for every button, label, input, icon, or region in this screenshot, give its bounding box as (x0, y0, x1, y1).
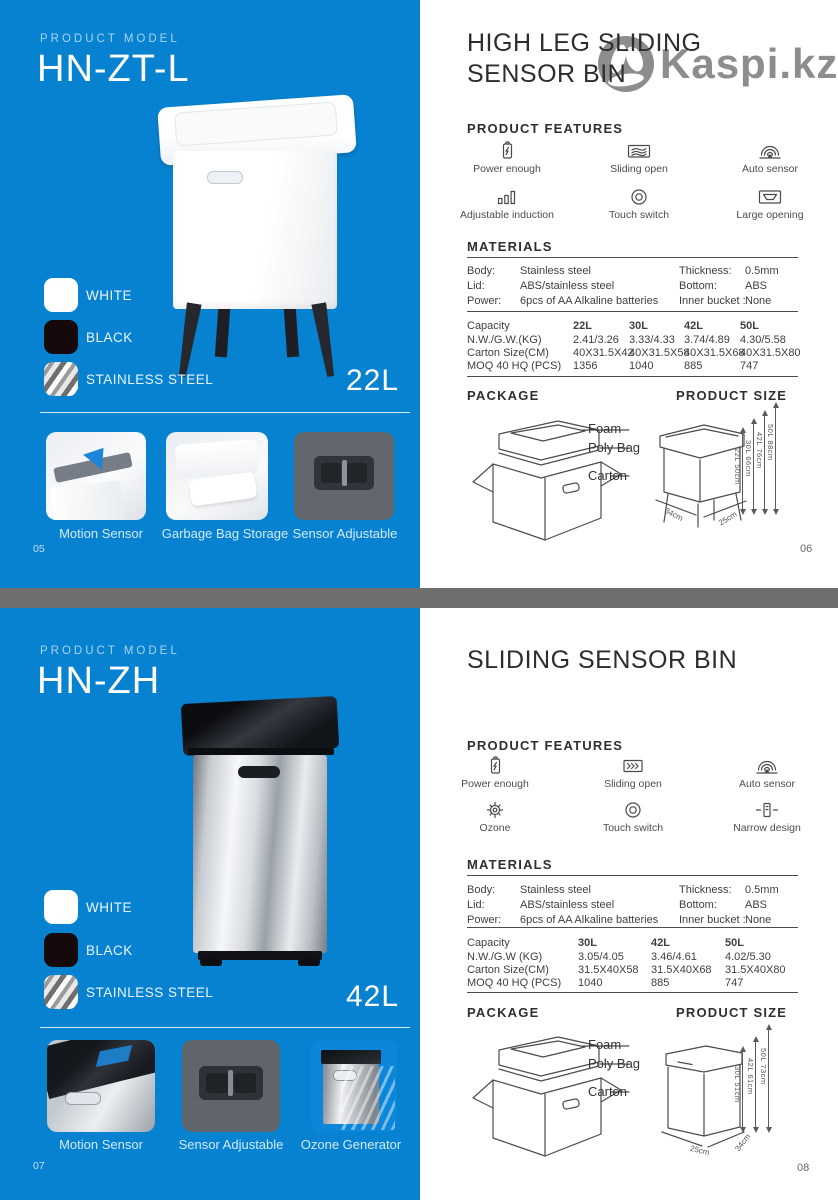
materials-heading: MATERIALS (467, 239, 553, 254)
materials-key: Lid: (467, 899, 485, 911)
feature-label: Auto sensor (741, 163, 799, 175)
spec-cell: 885 (651, 977, 670, 989)
thumb-sensor-adjustable (182, 1040, 280, 1132)
spec-cell: 42L (651, 937, 670, 949)
page-bottom-left-overlay (0, 608, 420, 1200)
thumb-bin-front (50, 480, 124, 520)
page-number: 07 (33, 1160, 45, 1172)
feature-label: Sliding open (610, 163, 668, 175)
spec-row-label: Carton Size(CM) (467, 347, 549, 359)
dim-label: 50L 73cm (759, 1048, 768, 1085)
base-dim-label: 25cm (689, 1143, 711, 1158)
spec-cell: 747 (725, 977, 744, 989)
materials-value: Stainless steel (520, 884, 591, 896)
spec-cell: 2.41/3.26 (573, 334, 619, 346)
spec-cell: 40X31.5X42 (573, 347, 634, 359)
spec-cell: 3.05/4.05 (578, 951, 624, 963)
thumb-caption: Garbage Bag Storage (161, 526, 289, 541)
dim-line-42l (764, 413, 765, 512)
spec-cell: 42L (684, 320, 703, 332)
materials-value: ABS/stainless steel (520, 899, 615, 911)
spec-cell: 1040 (578, 977, 603, 989)
materials-key: Body: (467, 265, 496, 277)
thumb-sensor-tab (206, 1073, 228, 1093)
thumb-caption: Motion Sensor (59, 526, 143, 541)
swatch-black-label: BLACK (86, 330, 133, 345)
spec-cell: 1040 (629, 360, 654, 372)
materials-heading: MATERIALS (467, 857, 553, 872)
materials-value: 6pcs of AA Alkaline batteries (520, 295, 659, 307)
spec-cell: 40X31.5X68 (684, 347, 745, 359)
page-number: 05 (33, 543, 45, 555)
feature-label: Power enough (461, 778, 529, 790)
bin-body (173, 151, 337, 309)
dim-label: 22L 50cm (733, 448, 742, 485)
spec-cell: 747 (740, 360, 759, 372)
dim-line-50l (775, 405, 776, 512)
thumb-garbage-bag-storage (166, 432, 268, 520)
spec-cell: 40X31.5X80 (740, 347, 801, 359)
feature-label: Touch switch (608, 209, 670, 221)
package-label-polybag: Poly Bag (588, 440, 641, 455)
package-heading: PACKAGE (467, 1005, 540, 1020)
thumb-motion-sensor (47, 1040, 155, 1132)
thumb-sensor-pill (65, 1092, 101, 1105)
page-top-left (0, 0, 420, 588)
materials-key: Inner bucket : (679, 914, 746, 926)
materials-key: Power: (467, 914, 502, 926)
spec-cell: 1356 (573, 360, 598, 372)
package-label-carton: Carton (588, 468, 628, 483)
thumb-sensor-tab (347, 463, 367, 483)
thumb-sensor-tab (234, 1073, 256, 1093)
swatch-black-label: BLACK (86, 943, 133, 958)
rule-line (467, 311, 798, 312)
thumb-mini-lid (321, 1050, 381, 1064)
bin-sensor-window (207, 171, 243, 184)
page-title (467, 28, 701, 90)
materials-value: Stainless steel (520, 265, 591, 277)
features-heading: PRODUCT FEATURES (467, 738, 624, 753)
materials-value: 0.5mm (745, 265, 779, 277)
materials-value: None (745, 295, 772, 307)
feature-label: Touch switch (602, 822, 664, 834)
spec-cell: 3.33/4.33 (629, 334, 675, 346)
swatch-black (44, 320, 78, 354)
swatch-white-label: WHITE (86, 900, 132, 915)
rule-line (467, 927, 798, 928)
materials-key: Thickness: (679, 265, 732, 277)
swatch-stainless (44, 362, 78, 396)
model-name: HN-ZH (37, 660, 161, 702)
page-number: 06 (800, 543, 813, 555)
feature-label: Power enough (473, 163, 541, 175)
rule-line (467, 875, 798, 876)
materials-value: ABS/stainless steel (520, 280, 615, 292)
spec-cell: 50L (740, 320, 759, 332)
spec-row-label: Capacity (467, 320, 510, 332)
separator-line (40, 412, 410, 413)
swatch-stainless-label: STAINLESS STEEL (86, 372, 214, 387)
base-dim-label: 34cm (733, 1132, 753, 1153)
feature-label: Narrow design (733, 822, 801, 834)
feature-label: Ozone (479, 822, 511, 834)
base-dim-label: 34cm (663, 505, 685, 524)
materials-value: 6pcs of AA Alkaline batteries (520, 914, 659, 926)
capacity-badge: 42L (346, 980, 400, 1013)
spec-cell: 4.30/5.58 (740, 334, 786, 346)
dim-line-30l (753, 421, 754, 512)
spec-cell: 885 (684, 360, 703, 372)
spec-cell: 30L (578, 937, 597, 949)
capacity-badge: 22L (346, 364, 400, 397)
thumb-caption: Motion Sensor (59, 1137, 143, 1152)
feature-label: Adjustable induction (460, 209, 554, 221)
dim-line-50l (768, 1027, 769, 1130)
thumb-caption: Sensor Adjustable (292, 526, 398, 541)
features-heading: PRODUCT FEATURES (467, 121, 624, 136)
materials-key: Body: (467, 884, 496, 896)
swatch-white (44, 278, 78, 312)
bin-front-leg (311, 302, 337, 377)
materials-value: ABS (745, 899, 768, 911)
materials-value: 0.5mm (745, 884, 779, 896)
dim-line-42l (755, 1039, 756, 1130)
rule-line (467, 992, 798, 993)
swatch-white (44, 890, 78, 924)
thumb-sensor-pin (228, 1070, 233, 1096)
spec-row-label: Carton Size(CM) (467, 964, 549, 976)
spec-row-label: Capacity (467, 937, 510, 949)
dim-line-22l (742, 430, 743, 512)
spec-cell: 22L (573, 320, 592, 332)
package-label-foam: Foam (588, 421, 622, 436)
base-dim-label: 25cm (717, 509, 739, 528)
materials-key: Thickness: (679, 884, 732, 896)
spec-cell: 31.5X40X68 (651, 964, 712, 976)
thumb-glossy-lid (47, 1040, 155, 1099)
thumb-sensor-tab (321, 463, 341, 483)
model-name: HN-ZT-L (37, 48, 190, 90)
package-heading: PACKAGE (467, 388, 540, 403)
dim-label: 30L 51cm (733, 1066, 742, 1103)
spec-cell: 3.74/4.89 (684, 334, 730, 346)
page-title-line1: SLIDING SENSOR BIN (467, 646, 738, 674)
model-label: PRODUCT MODEL (40, 645, 180, 657)
materials-key: Bottom: (679, 899, 717, 911)
page-title-line1: HIGH LEG SLIDING (467, 29, 702, 57)
product-size-heading: PRODUCT SIZE (676, 388, 788, 403)
materials-key: Bottom: (679, 280, 717, 292)
thumb-ozone-generator (311, 1040, 397, 1132)
spec-row-label: MOQ 40 HQ (PCS) (467, 977, 562, 989)
swatch-stainless (44, 975, 78, 1009)
spec-cell: 40X31.5X58 (629, 347, 690, 359)
materials-value: ABS (745, 280, 768, 292)
materials-key: Lid: (467, 280, 485, 292)
page-title-line2: SENSOR BIN (467, 60, 627, 88)
materials-key: Inner bucket : (679, 295, 746, 307)
spec-cell: 31.5X40X80 (725, 964, 786, 976)
package-label-carton: Carton (588, 1084, 628, 1099)
rule-line (467, 257, 798, 258)
package-label-polybag: Poly Bag (588, 1056, 641, 1071)
thumb-ozone-rays (341, 1066, 395, 1130)
thumb-sensor-adjustable (294, 432, 394, 520)
spec-row-label: N.W./G.W (KG) (467, 951, 543, 963)
product-photo-high-leg-bin (145, 95, 370, 385)
page-title (467, 645, 737, 676)
product-size-heading: PRODUCT SIZE (676, 1005, 788, 1020)
materials-key: Power: (467, 295, 502, 307)
dim-label: 30L 66cm (744, 440, 753, 477)
materials-value: None (745, 914, 772, 926)
spec-cell: 4.02/5.30 (725, 951, 771, 963)
swatch-white-label: WHITE (86, 288, 132, 303)
dim-label: 42L 76cm (755, 432, 764, 469)
rule-line (467, 376, 798, 377)
dim-line-30l (742, 1049, 743, 1130)
dim-label: 50L 88cm (766, 424, 775, 461)
dim-label: 42L 61cm (746, 1058, 755, 1095)
feature-label: Auto sensor (738, 778, 796, 790)
package-label-foam: Foam (588, 1037, 622, 1052)
separator-line (40, 1027, 410, 1028)
model-label: PRODUCT MODEL (40, 33, 180, 45)
spec-row-label: MOQ 40 HQ (PCS) (467, 360, 562, 372)
feature-label: Sliding open (604, 778, 662, 790)
thumb-caption: Ozone Generator (300, 1137, 402, 1152)
thumb-caption: Sensor Adjustable (178, 1137, 284, 1152)
swatch-stainless-label: STAINLESS STEEL (86, 985, 214, 1000)
thumb-sensor-pin (342, 460, 347, 486)
spec-cell: 31.5X40X58 (578, 964, 639, 976)
spec-cell: 50L (725, 937, 744, 949)
spec-cell: 30L (629, 320, 648, 332)
feature-label: Large opening (736, 209, 804, 221)
bin-front-leg (175, 302, 201, 377)
swatch-black (44, 933, 78, 967)
page-divider-bar (0, 588, 838, 608)
watermark-brand: Kaspi.kz (660, 40, 838, 87)
thumb-motion-sensor (46, 432, 146, 520)
spec-row-label: N.W./G.W.(KG) (467, 334, 542, 346)
page-number: 08 (797, 1162, 810, 1174)
spec-cell: 3.46/4.61 (651, 951, 697, 963)
